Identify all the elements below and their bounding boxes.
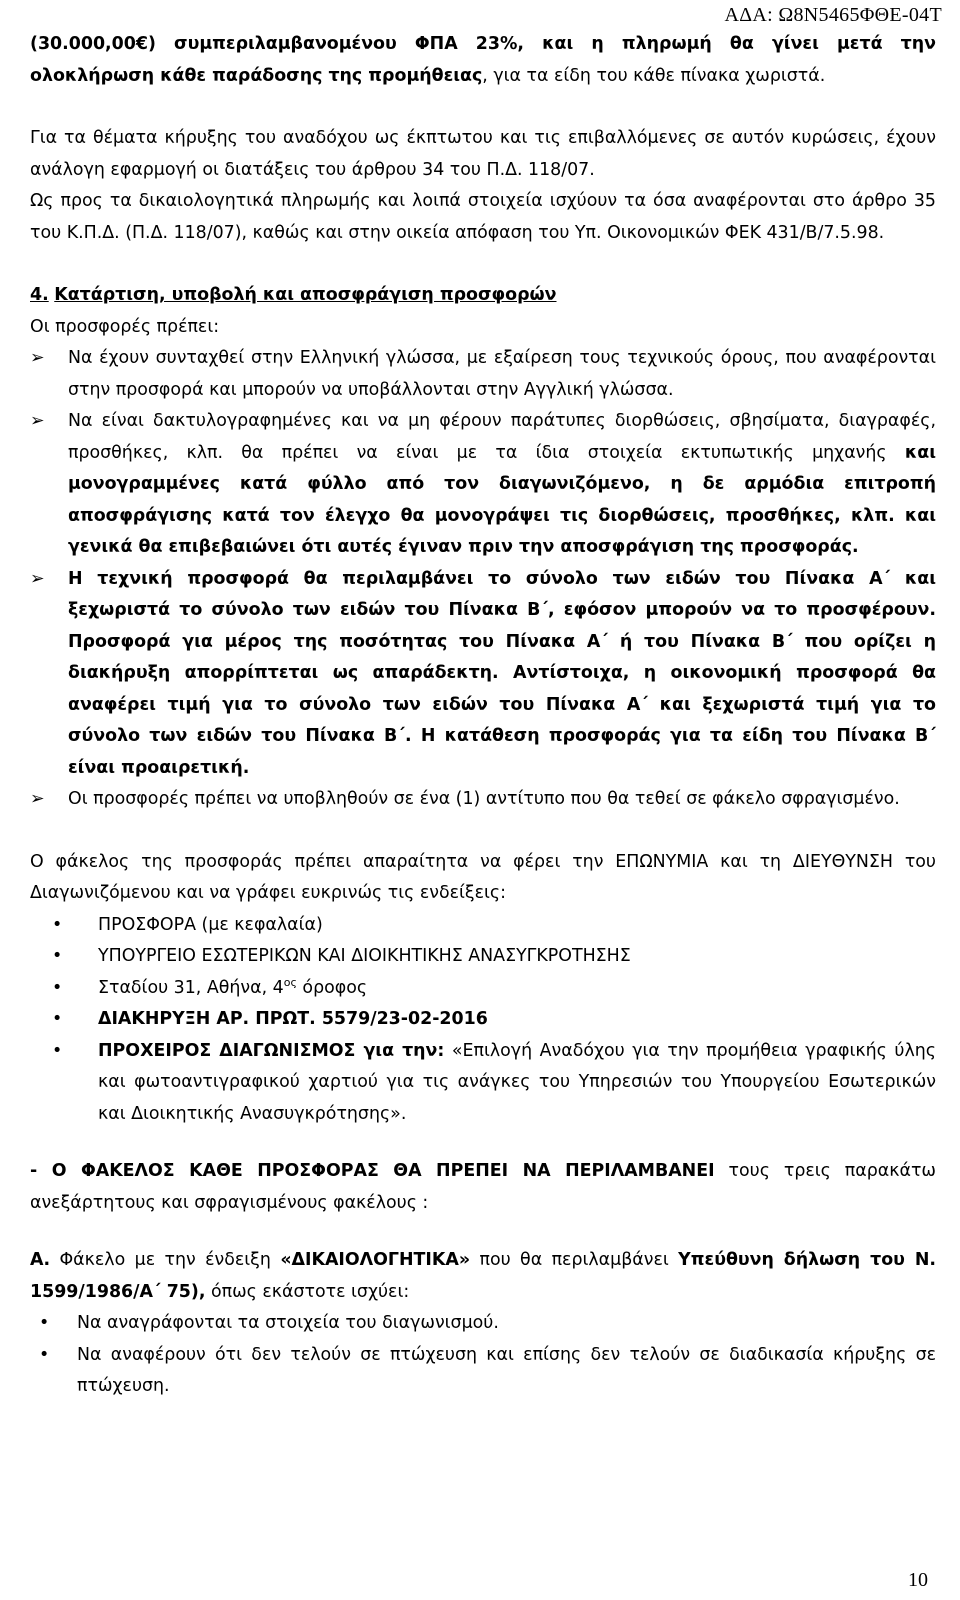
section-4-heading bbox=[30, 280, 936, 312]
page-number: 10 bbox=[908, 1569, 928, 1591]
periex-bold: - Ο ΦΑΚΕΛΟΣ ΚΑΘΕ ΠΡΟΣΦΟΡΑΣ ΘΑ ΠΡΕΠΕΙ ΝΑ ΠΕΡΙΛΑΜΒΑΝΕΙ bbox=[30, 1161, 715, 1181]
item-text: Να αναφέρουν ότι δεν τελούν σε πτώχευση και επίσης δεν τελούν σε διαδικασία κήρυξης σε πτώχευση. bbox=[77, 1344, 936, 1396]
list-item bbox=[39, 1340, 936, 1403]
list-item bbox=[52, 941, 936, 973]
section-4-lead: Οι προσφορές πρέπει: bbox=[30, 316, 220, 337]
item-text-bold: ΔΙΑΚΗΡΥΞΗ ΑΡ. ΠΡΩΤ. 5579/23-02-2016 bbox=[98, 1009, 488, 1029]
item-text: ΠΡΟΣΦΟΡΑ (με κεφαλαία) bbox=[98, 914, 323, 935]
periex-paragraph bbox=[30, 1156, 936, 1219]
intro-bold: (30.000,00€) συμπεριλαμβανομένου ΦΠΑ 23%, και η πληρωμή θα γίνει μετά την ολοκλήρωση κάθε παράδοσης της προμήθειας bbox=[30, 34, 936, 86]
kyrosi-paragraph: Για τα θέματα κήρυξης του αναδόχου ως έκπτωτου και τις επιβαλλόμενες σε αυτόν κυρώσεις, έχουν ανάλογη εφαρμογή οι διατάξεις του άρθρου 34 του Π.Δ. 118/07. bbox=[30, 128, 936, 180]
item-text: Οι προσφορές πρέπει να υποβληθούν σε ένα (1) αντίτυπο που θα τεθεί σε φάκελο σφραγισμένο. bbox=[68, 789, 900, 809]
document-body bbox=[30, 29, 936, 1403]
list-item bbox=[30, 784, 936, 816]
bullet-icon: • bbox=[52, 977, 63, 998]
list-item bbox=[52, 1004, 936, 1036]
periex-rest: τους τρεις παρακάτω ανεξάρτητους και σφραγισμένους φακέλους : bbox=[30, 1161, 936, 1213]
bullet-icon: • bbox=[52, 946, 63, 966]
envelope-markings-list bbox=[30, 910, 936, 1131]
item-text: Να είναι δακτυλογραφημένες και να μη φέρουν παράτυπες διορθώσεις, σβησίματα, διαγραφές, προσθήκες, κλπ. θα πρέπει να είναι με τα ίδια στοιχεία εκτυπωτικής μηχανής bbox=[68, 411, 936, 463]
list-item bbox=[52, 973, 936, 1005]
section-4-number: 4. bbox=[30, 285, 49, 305]
fakelos-a-text: Φάκελο με την ένδειξη bbox=[50, 1250, 281, 1270]
bullet-icon: • bbox=[39, 1344, 50, 1365]
requirements-list bbox=[30, 343, 936, 816]
intro-rest: , για τα είδη του κάθε πίνακα χωριστά. bbox=[482, 65, 826, 86]
list-item bbox=[52, 910, 936, 942]
item-text-bold: και μονογραμμένες κατά φύλλο από τον διαγωνιζόμενο, η δε αρμόδια επιτροπή αποσφράγισης κατά τον έλεγχο θα μονογράψει τις διορθώσεις, προσθήκες, κλπ. και γενικά θα επιβεβαιώνει ότι αυτές έγιναν πριν την αποσφράγιση της προσφοράς. bbox=[68, 442, 936, 557]
fakelos-a-title: «ΔΙΚΑΙΟΛΟΓΗΤΙΚΑ» bbox=[280, 1250, 471, 1270]
fakelos-a-text-2: που θα περιλαμβάνει bbox=[470, 1250, 679, 1270]
bullet-icon: • bbox=[52, 1009, 63, 1029]
item-text: ΥΠΟΥΡΓΕΙΟ ΕΣΩΤΕΡΙΚΩΝ ΚΑΙ ΔΙΟΙΚΗΤΙΚΗΣ ΑΝΑΣΥΓΚΡΟΤΗΣΗΣ bbox=[98, 946, 631, 966]
list-item bbox=[52, 1036, 936, 1131]
fakelos-a-text-3: όπως εκάστοτε ισχύει: bbox=[205, 1281, 410, 1302]
list-item bbox=[30, 564, 936, 785]
bullet-icon: • bbox=[39, 1313, 50, 1333]
dikaiologitika-paragraph: Ως προς τα δικαιολογητικά πληρωμής και λοιπά στοιχεία ισχύουν τα όσα αναφέρονται στο άρθρο 35 του Κ.Π.Δ. (Π.Δ. 118/07), καθώς και στην οικεία απόφαση του Υπ. Οικονομικών ΦΕΚ 431/Β/7.5.98. bbox=[30, 191, 936, 243]
fakelos-paragraph: Ο φάκελος της προσφοράς πρέπει απαραίτητα να φέρει την ΕΠΩΝΥΜΙΑ και τη ΔΙΕΥΘΥΝΣΗ του Διαγωνιζόμενου και να γράφει ευκρινώς τις ενδείξεις: bbox=[30, 851, 936, 903]
section-4-title: Κατάρτιση, υποβολή και αποσφράγιση προσφορών bbox=[54, 285, 557, 305]
fakelos-a-list bbox=[30, 1308, 936, 1403]
arrow-icon: ➢ bbox=[30, 411, 45, 431]
item-text: Σταδίου 31, Αθήνα, 4 bbox=[98, 977, 284, 998]
fakelos-a-label: Α. bbox=[30, 1250, 51, 1270]
ordinal-suffix: ος bbox=[283, 975, 297, 989]
item-text-end: όροφος bbox=[296, 977, 368, 998]
item-text: Να αναγράφονται τα στοιχεία του διαγωνισμού. bbox=[77, 1313, 499, 1333]
list-item bbox=[30, 406, 936, 564]
item-text: Να έχουν συνταχθεί στην Ελληνική γλώσσα, με εξαίρεση τους τεχνικούς όρους, που αναφέρονται στην προσφορά και μπορούν να υποβάλλονται στην Αγγλική γλώσσα. bbox=[68, 348, 936, 400]
fakelos-a-declaration: Υπεύθυνη δήλωση του Ν. 1599/1986/Α΄ 75), bbox=[30, 1250, 937, 1302]
fakelos-a-paragraph bbox=[30, 1245, 936, 1308]
arrow-icon: ➢ bbox=[30, 568, 45, 589]
bullet-icon: • bbox=[52, 1040, 63, 1061]
arrow-icon: ➢ bbox=[30, 348, 45, 368]
bullet-icon: • bbox=[52, 914, 63, 935]
item-text-bold: ΠΡΟΧΕΙΡΟΣ ΔΙΑΓΩΝΙΣΜΟΣ για την: bbox=[98, 1040, 445, 1061]
arrow-icon: ➢ bbox=[30, 789, 45, 809]
item-text: «Επιλογή Αναδόχου για την προμήθεια γραφικής ύλης και φωτοαντιγραφικού χαρτιού για τις ανάγκες του Υπηρεσιών του Υπουργείου Εσωτερικών και Διοικητικής Ανασυγκρότησης». bbox=[98, 1040, 936, 1124]
list-item bbox=[39, 1308, 936, 1340]
list-item bbox=[30, 343, 936, 406]
item-text-bold: Η τεχνική προσφορά θα περιλαμβάνει το σύνολο των ειδών του Πίνακα Α΄ και ξεχωριστά το σύνολο των ειδών του Πίνακα Β΄, εφόσον μπορούν να το προσφέρουν. Προσφορά για μέρος της ποσότητας του Πίνακα Α΄ ή του Πίνακα Β΄ που ορίζει η διακήρυξη απορρίπτεται ως απαράδεκτη. Αντίστοιχα, η οικονομική προσφορά θα αναφέρει τιμή για το σύνολο των ειδών του Πίνακα Α΄ και ξεχωριστά τιμή για το σύνολο των ειδών του Πίνακα Β΄. Η κατάθεση προσφοράς για τα είδη του Πίνακα Β΄ είναι προαιρετική. bbox=[68, 568, 936, 778]
intro-paragraph bbox=[30, 29, 936, 92]
ada-code: ΑΔΑ: Ω8Ν5465ΦΘΕ-04Τ bbox=[724, 4, 942, 26]
